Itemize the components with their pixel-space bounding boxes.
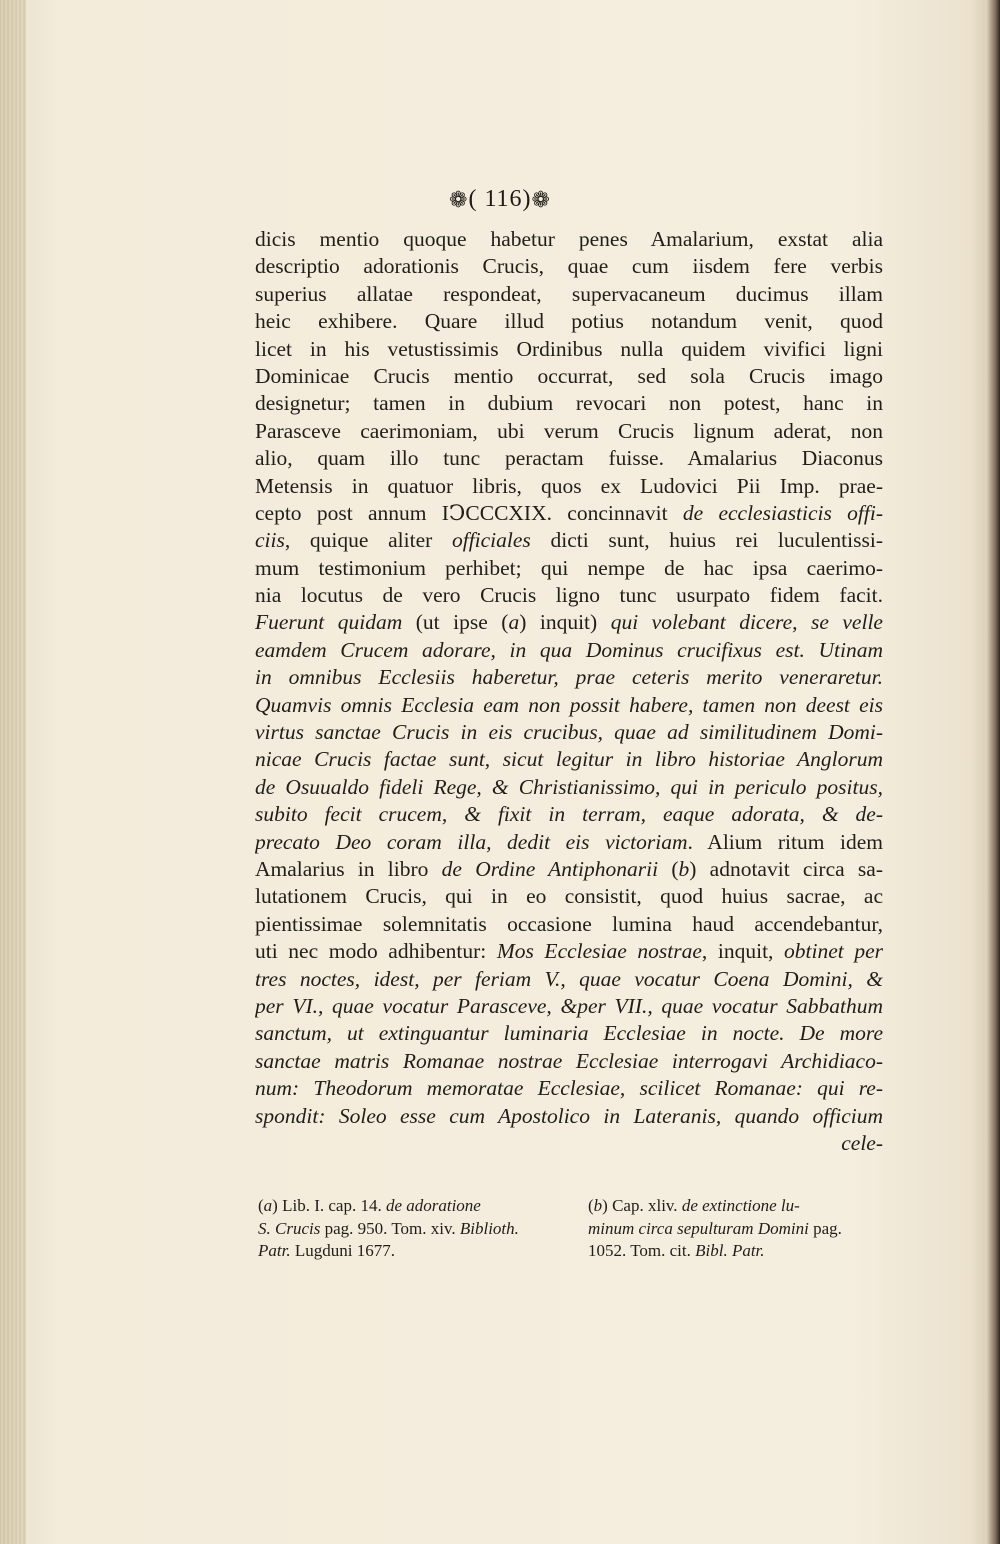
roman-text: ) adnotavit circa sa- [689, 856, 883, 881]
text-line [255, 500, 883, 527]
text-line [258, 1218, 558, 1241]
text-line [255, 363, 883, 390]
text-line [255, 1103, 883, 1130]
italic-text: per VI., quae vocatur Parasceve, &per VII., quae vocatur Sabbathum [255, 993, 883, 1018]
italic-text: officiales [451, 528, 531, 553]
text-line [255, 801, 883, 828]
roman-text: Dominicae Crucis mentio occurrat, sed sola Crucis imago [255, 363, 883, 388]
page-number: 116 [484, 186, 523, 212]
text-line [255, 911, 883, 938]
italic-text: minum circa sepulturam Domini [588, 1218, 809, 1238]
italic-text: ciis [255, 528, 285, 553]
text-line [255, 1020, 883, 1047]
italic-text: Coena Domini [713, 966, 848, 991]
text-line [588, 1218, 888, 1241]
text-line [255, 473, 883, 500]
roman-text: pag. 950. Tom. xiv. [320, 1218, 460, 1238]
roman-text: pag. [808, 1218, 842, 1238]
header-left-bracket: ( [468, 186, 478, 212]
italic-text: Bibl. Patr. [695, 1241, 765, 1260]
italic-text: Biblioth. [459, 1218, 519, 1238]
italic-text: eamdem Crucem adorare, in qua Dominus crucifixus est. Utinam [255, 637, 883, 662]
roman-text: cepto post annum IↃCCCXIX. concinnavit [255, 500, 683, 525]
text-line [255, 418, 883, 445]
text-line [255, 226, 883, 253]
text-line [255, 692, 883, 719]
roman-text: ( [658, 856, 679, 881]
italic-text: sanctum, ut extinguantur luminaria Ecclesiae in nocte. De more [255, 1021, 883, 1046]
text-line [255, 774, 883, 801]
text-line [258, 1195, 558, 1218]
text-line [255, 829, 883, 856]
italic-text: sanctae matris Romanae nostrae Ecclesiae interrogavi Archidiaco- [255, 1048, 883, 1073]
roman-text: descriptio adorationis Crucis, quae cum iisdem fere verbis [255, 254, 883, 279]
italic-text: in omnibus Ecclesiis haberetur, prae ceteris merito veneraretur. [255, 665, 883, 690]
roman-text: mum testimonium perhibet; qui nempe de hac ipsa caerimo- [255, 555, 883, 580]
roman-text: ( [588, 1196, 594, 1215]
roman-text: , quique aliter [284, 528, 452, 553]
roman-text: dicis mentio quoque habetur penes Amalarium, exstat alia [255, 227, 883, 251]
roman-text: uti nec modo adhibentur: [255, 939, 497, 964]
roman-text: alio, quam illo tunc peractam fuisse. Amalarius Diaconus [255, 446, 883, 471]
text-line [588, 1195, 888, 1218]
italic-text: b [593, 1196, 603, 1215]
italic-text: spondit: Soleo esse cum Apostolico in Lateranis, quando officium [255, 1103, 883, 1128]
text-line [255, 856, 883, 883]
running-header [0, 186, 1000, 213]
text-line [258, 1240, 558, 1263]
text-line [255, 308, 883, 335]
header-right-bracket: ) [522, 186, 532, 212]
text-line [588, 1240, 888, 1263]
roman-text: ( [258, 1196, 264, 1215]
text-line [255, 253, 883, 280]
italic-text: eam non possit habere, tamen non deest eis [474, 692, 883, 717]
text-line [255, 966, 883, 993]
italic-text: obtinet per [784, 939, 883, 964]
roman-text: superius allatae respondeat, supervacaneum ducimus illam [255, 281, 883, 306]
text-line [255, 281, 883, 308]
roman-text: Lugduni 1677. [290, 1241, 395, 1260]
italic-text: S. Crucis [258, 1218, 321, 1238]
italic-text: Quamvis omnis [255, 692, 402, 717]
italic-text: nicae Crucis factae sunt, sicut legitur in libro historiae Anglorum [255, 747, 883, 772]
italic-text: de adoratione [385, 1196, 481, 1215]
italic-text: cele- [841, 1130, 883, 1155]
text-line [255, 719, 883, 746]
roman-text: heic exhibere. Quare illud potius notandum venit, quod [255, 309, 883, 334]
text-line [255, 582, 883, 609]
roman-text: ) Lib. I. cap. 14. [272, 1196, 386, 1215]
flower-ornament-icon: ❁ [449, 187, 469, 213]
flower-ornament-icon: ❁ [531, 187, 551, 213]
italic-text: qui volebant dicere, se velle [610, 610, 883, 635]
roman-text: designetur; tamen in dubium revocari non potest, hanc in [255, 391, 883, 416]
roman-text: ) Cap. xliv. [602, 1196, 682, 1215]
italic-text: num: Theodorum memoratae Ecclesiae, scilicet Romanae: qui re- [255, 1076, 883, 1101]
roman-text: licet in his vetustissimis Ordinibus nulla quidem vivifici ligni [255, 336, 883, 361]
roman-text: . Alium ritum idem [687, 829, 883, 854]
italic-text: de extinctione lu- [681, 1196, 800, 1215]
italic-text: de ecclesiasticis offi- [682, 500, 883, 525]
italic-text: a [508, 610, 520, 635]
main-text-block [255, 226, 883, 1157]
text-line [255, 527, 883, 554]
footnote-b [588, 1195, 888, 1263]
italic-text: virtus sanctae Crucis in eis crucibus, quae ad similitudinem Domi- [255, 720, 883, 745]
roman-text: Metensis in quatuor libris, quos ex Ludovici Pii Imp. prae- [255, 473, 883, 498]
roman-text: Amalarius in libro [255, 856, 442, 881]
text-line [255, 1130, 883, 1157]
page-gutter [0, 0, 26, 1544]
roman-text: ) inquit) [519, 610, 611, 635]
italic-text: tres noctes, idest, per feriam V., quae vocatur [255, 966, 714, 991]
roman-text: (ut ipse ( [402, 610, 509, 635]
text-line [255, 390, 883, 417]
roman-text: dicti sunt, huius rei luculentissi- [530, 528, 883, 553]
text-line [255, 664, 883, 691]
text-line [255, 993, 883, 1020]
footnote-a [258, 1195, 558, 1263]
text-line [255, 1048, 883, 1075]
italic-text: de Osuualdo fideli Rege, & Christianissimo, qui in periculo positus, [255, 774, 883, 799]
text-line [255, 746, 883, 773]
text-line [255, 555, 883, 582]
text-line [255, 336, 883, 363]
italic-text: Ecclesia [401, 692, 475, 717]
text-line [255, 1075, 883, 1102]
italic-text: Mos Ecclesiae nostrae [496, 939, 702, 964]
roman-text: pientissimae solemnitatis occasione lumina haud accendebantur, [255, 911, 883, 936]
roman-text: nia locutus de vero Crucis ligno tunc usurpato fidem facit. [255, 583, 883, 608]
italic-text: a [263, 1196, 273, 1215]
italic-text: , & [847, 966, 883, 991]
roman-text: lutationem Crucis, qui in eo consistit, quod huius sacrae, ac [255, 884, 883, 909]
page-edge [986, 0, 1000, 1544]
roman-text: , inquit, [701, 939, 785, 964]
italic-text: subito fecit crucem, & fixit in terram, eaque adorata, & de- [255, 802, 883, 827]
text-line [255, 609, 883, 636]
italic-text: de Ordine Antiphonarii [441, 856, 659, 881]
roman-text: 1052. Tom. cit. [588, 1241, 696, 1260]
italic-text: b [678, 856, 690, 881]
text-line [255, 637, 883, 664]
text-line [255, 883, 883, 910]
italic-text: Fuerunt quidam [255, 610, 403, 635]
roman-text: Parasceve caerimoniam, ubi verum Crucis lignum aderat, non [255, 418, 883, 443]
text-line [255, 445, 883, 472]
italic-text: precato Deo coram illa, dedit eis victoriam [255, 829, 688, 854]
italic-text: Patr. [258, 1241, 291, 1260]
text-line [255, 938, 883, 965]
